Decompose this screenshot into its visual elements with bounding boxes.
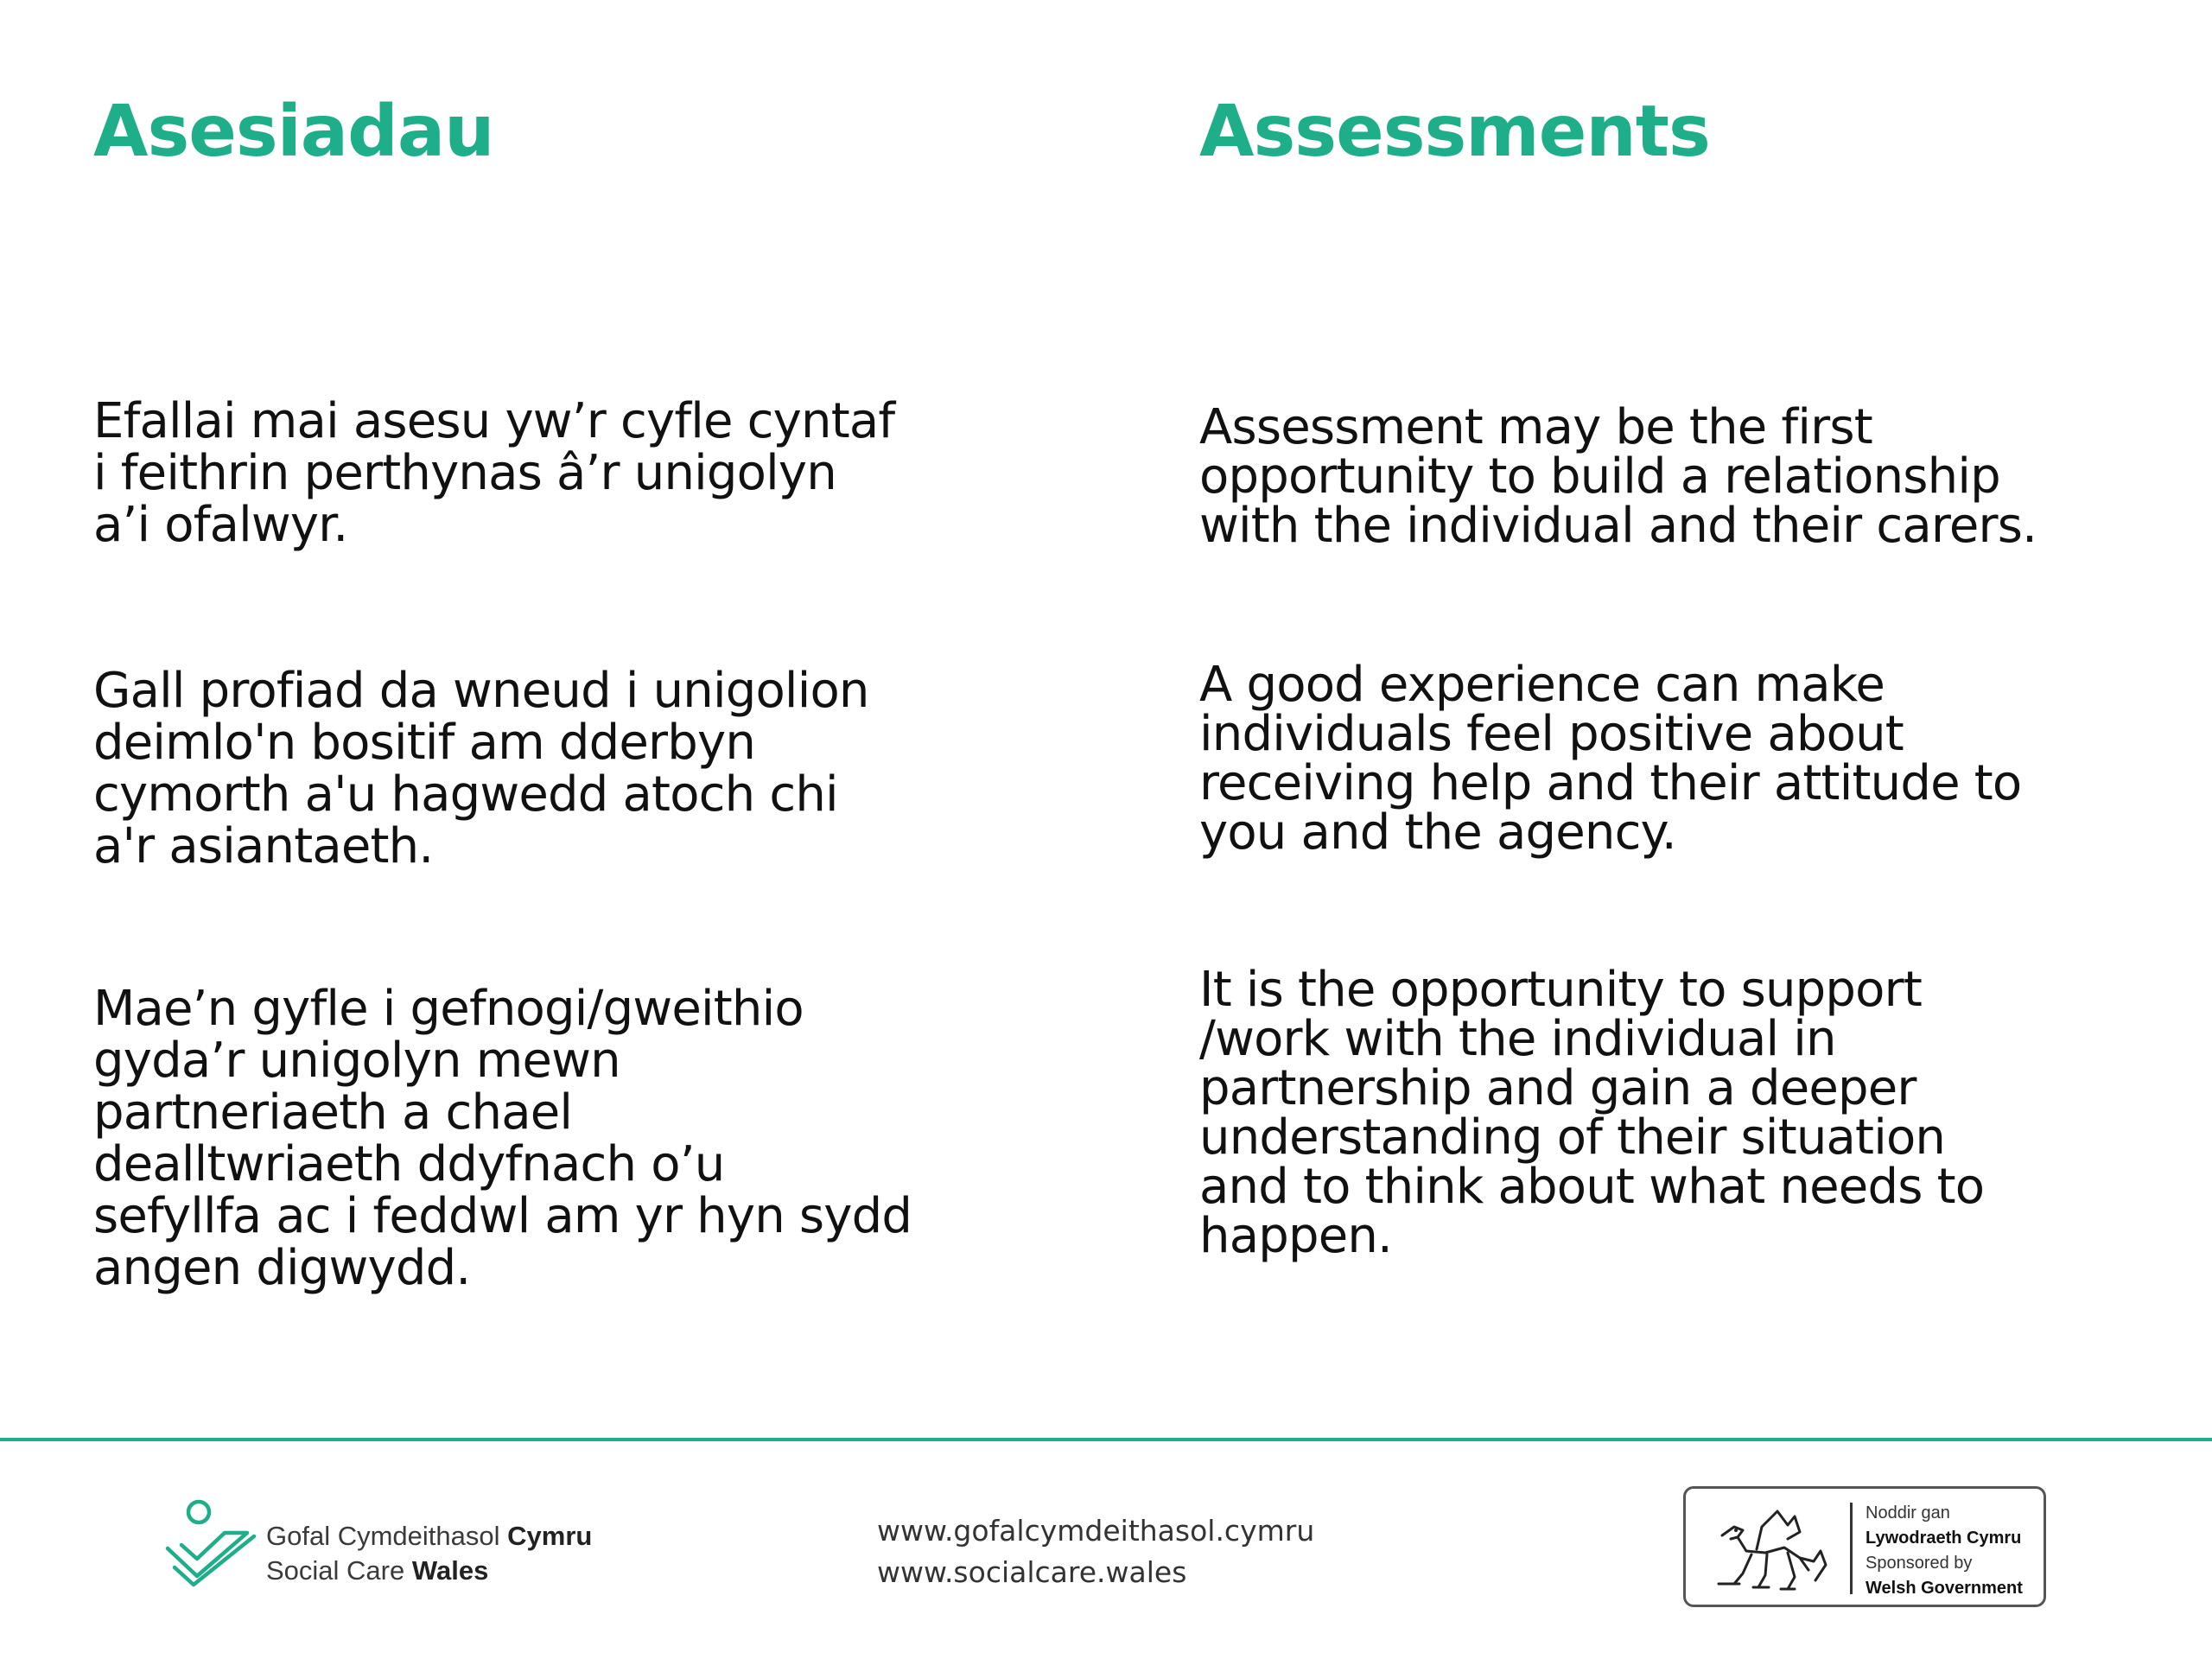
english-paragraph-1: Assessment may be the first opportunity to build a relationship with the individual and their carers. — [1199, 399, 2037, 554]
sponsor-text: Noddir gan Lywodraeth Cymru Sponsored by Welsh Government — [1866, 1503, 2023, 1598]
footer-divider — [0, 1438, 2212, 1441]
website-links — [877, 1510, 1314, 1593]
url-english[interactable]: www.socialcare.wales — [877, 1555, 1187, 1589]
logo-figure-icon — [159, 1498, 259, 1593]
heading-english: Assessments — [1199, 91, 1710, 173]
brand-name — [266, 1519, 592, 1588]
welsh-paragraph-3: Mae’n gyfle i gefnogi/gweithio gyda’r unigolyn mewn partneriaeth a chael dealltwriaeth ddyfnach o’u sefyllfa ac i feddwl am yr hyn sydd angen digwydd. — [93, 981, 912, 1296]
url-welsh[interactable]: www.gofalcymdeithasol.cymru — [877, 1514, 1315, 1548]
social-care-wales-logo — [159, 1498, 643, 1593]
english-paragraph-3: It is the opportunity to support /work with the individual in partnership and gain a deeper understanding of their situation and to think about what needs to happen. — [1199, 962, 1985, 1264]
welsh-paragraph-2: Gall profiad da wneud i unigolion deimlo'n bositif am dderbyn cymorth a'u hagwedd atoch chi a'r asiantaeth. — [93, 663, 869, 874]
brand-english: Social Care Wales — [266, 1555, 489, 1586]
brand-welsh: Gofal Cymdeithasol Cymru — [266, 1521, 593, 1551]
welsh-paragraph-1: Efallai mai asesu yw’r cyfle cyntaf i feithrin perthynas â’r unigolyn a’i ofalwyr. — [93, 393, 895, 553]
sponsor-divider — [1850, 1503, 1853, 1594]
welsh-government-sponsor-badge — [1683, 1486, 2046, 1607]
welsh-dragon-icon — [1705, 1501, 1834, 1596]
heading-welsh: Asesiadau — [93, 91, 494, 173]
english-paragraph-2: A good experience can make individuals feel positive about receiving help and their attitude to you and the agency. — [1199, 657, 2022, 861]
